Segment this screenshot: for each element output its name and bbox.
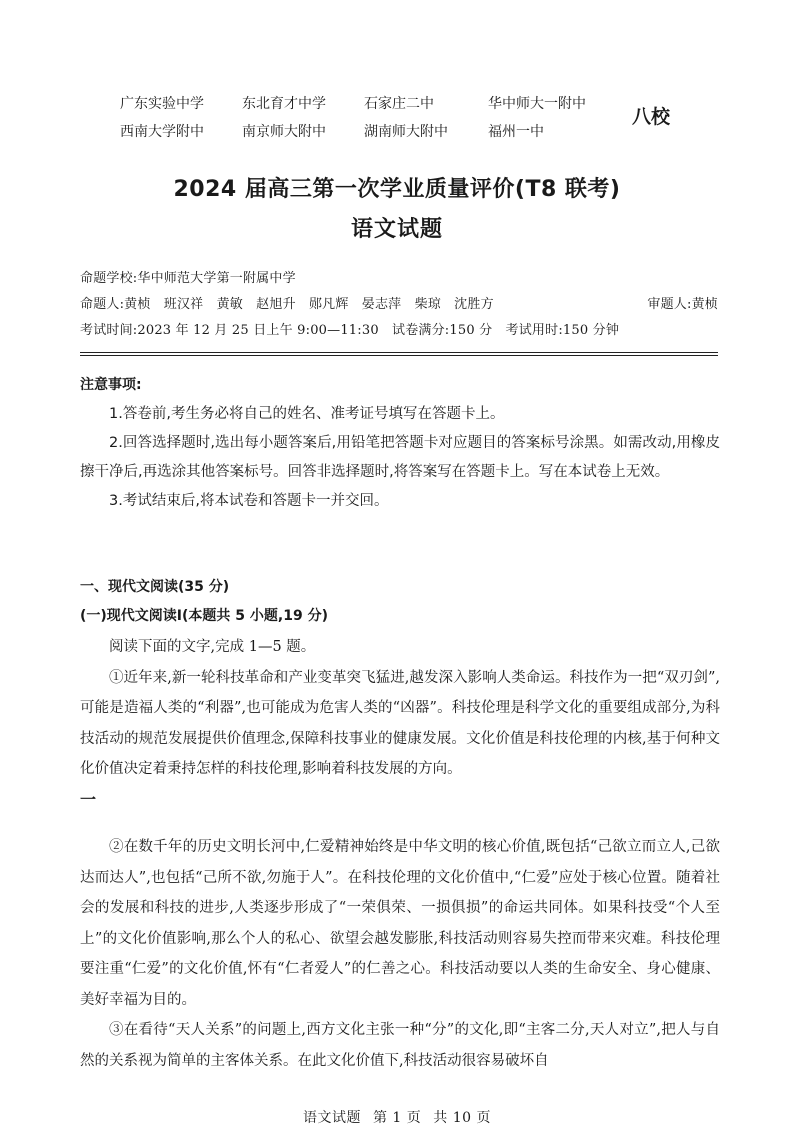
footer-page: 第 1 页	[372, 1110, 422, 1126]
notice-item: 3.考试结束后,将本试卷和答题卡一并交回。	[109, 493, 389, 509]
school-name: 石家庄二中	[364, 96, 434, 112]
reading-passage	[80, 632, 720, 815]
school-name: 南京师大附中	[242, 124, 326, 140]
header-divider	[80, 352, 718, 353]
footer-subject: 语文试题	[302, 1110, 361, 1126]
page-footer	[0, 1107, 794, 1127]
school-name: 西南大学附中	[120, 124, 204, 140]
exam-title: 2024 届高三第一次学业质量评价(T8 联考)	[173, 177, 621, 202]
instruction: 阅读下面的文字,完成 1—5 题。	[109, 639, 316, 655]
notice-heading: 注意事项:	[80, 377, 142, 393]
footer-total: 共 10 页	[433, 1110, 492, 1126]
school-name: 东北育才中学	[242, 96, 326, 112]
meta-authors: 命题人:黄桢 班汉祥 黄敏 赵旭升 郧凡辉 晏志萍 柴琼 沈胜方	[80, 297, 494, 312]
meta-reviewer: 审题人:黄桢	[647, 297, 718, 312]
notice-item: 2.回答选择题时,选出每小题答案后,用铅笔把答题卡对应题目的答案标号涂黑。如需改动,用橡皮擦干净后,再选涂其他答案标号。回答非选择题时,将答案写在答题卡上。写在本试卷上无效。	[80, 435, 720, 480]
exam-subtitle: 语文试题	[350, 217, 443, 242]
school-row-2	[120, 118, 620, 146]
school-name: 广东实验中学	[120, 96, 204, 112]
school-name: 福州一中	[488, 124, 544, 140]
header-divider-double	[80, 355, 718, 356]
section-heading: 一、现代文阅读(35 分)	[80, 579, 230, 595]
exam-meta	[80, 266, 720, 344]
paragraph-2: ②在数千年的历史文明长河中,仁爱精神始终是中华文明的核心价值,既包括“己欲立而立人,己欲达而达人”,也包括“己所不欲,勿施于人”。在科技伦理的文化价值中,“仁爱”应处于核心位置。随着社会的发展和科技的进步,人类逐步形成了“一荣俱荣、一损俱损”的命运共同体。如果科技受“个人至上”的文化价值影响,那么个人的私心、欲望会越发膨胀,科技活动则容易失控而带来灾难。科技伦理要注重“仁爱”的文化价值,怀有“仁者爱人”的仁善之心。科技活动要以人类的生命安全、身心健康、美好幸福为目的。	[80, 839, 720, 1008]
subsection-heading: (一)现代文阅读Ⅰ(本题共 5 小题,19 分)	[80, 608, 328, 624]
meta-school: 命题学校:华中师范大学第一附属中学	[80, 271, 296, 286]
part-divider: 一	[80, 789, 97, 809]
paragraph-1: ①近年来,新一轮科技革命和产业变革突飞猛进,越发深入影响人类命运。科技作为一把“双刃剑”,可能是造福人类的“利器”,也可能成为危害人类的“凶器”。科技伦理是科学文化的重要组成部分,为科技活动的规范发展提供价值理念,保障科技事业的健康发展。文化价值是科技伦理的内核,基于何种文化价值决定着秉持怎样的科技伦理,影响着科技发展的方向。	[80, 669, 720, 777]
school-name: 湖南师大附中	[364, 124, 448, 140]
meta-time: 考试时间:2023 年 12 月 25 日上午 9:00—11:30 试卷满分:150 分 考试用时:150 分钟	[80, 323, 620, 338]
notice-list	[80, 400, 720, 516]
school-list	[120, 90, 620, 146]
meta-authors-row	[80, 292, 720, 318]
eight-schools-label: 八校	[632, 106, 671, 128]
notice-item: 1.答卷前,考生务必将自己的姓名、准考证号填写在答题卡上。	[109, 406, 505, 422]
school-name: 华中师大一附中	[488, 96, 586, 112]
reading-passage-cont	[80, 832, 720, 1076]
school-row-1	[120, 90, 620, 118]
paragraph-3: ③在看待“天人关系”的问题上,西方文化主张一种“分”的文化,即“主客二分,天人对立”,把人与自然的关系视为简单的主客体关系。在此文化价值下,科技活动很容易破坏自	[80, 1022, 720, 1069]
